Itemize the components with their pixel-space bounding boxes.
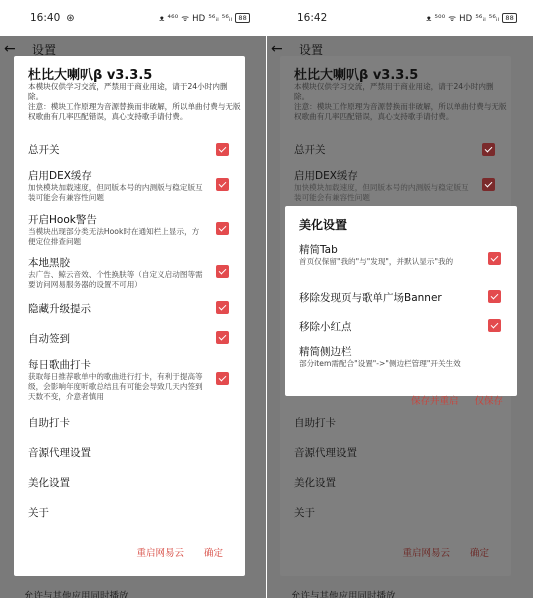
checkbox-icon[interactable]: [216, 143, 229, 156]
option-subtitle: 部分item需配合"设置"->"侧边栏管理"开关生效: [299, 359, 461, 368]
checkbox-icon[interactable]: [216, 265, 229, 278]
status-bar: [0, 0, 266, 36]
option-title: 音源代理设置: [294, 447, 357, 459]
dialog-actions: [136, 545, 223, 559]
checkbox-icon[interactable]: [488, 252, 501, 265]
ok-button: 确定: [469, 548, 489, 559]
signal-icons: ᴥ ⁵⁰⁰ ᯤ HD ⁵⁶ᵢₗ ⁵⁶ᵢₗ: [426, 13, 500, 24]
dialog-description: 本模块仅供学习交流，严禁用于商业用途，请于24小时内删除。 注意：模块工作原理为音源替换而非破解，所以单曲付费与无版权歌曲有几率匹配错误，真心支持歌手请付费。: [294, 82, 507, 121]
beautify-settings-dialog: [285, 206, 517, 407]
checkbox-icon[interactable]: [488, 319, 501, 332]
checkbox-icon[interactable]: [216, 331, 229, 344]
signal-icons: ᴥ ⁴⁶⁰ ᯤ HD ⁵⁶ᵢₗ ⁵⁶ᵢₗ: [159, 13, 233, 24]
dialog-actions: [402, 545, 489, 559]
option-title: 美化设置: [28, 477, 70, 489]
save-restart-button[interactable]: 保存并重启: [410, 396, 459, 407]
option-subtitle: 获取每日推荐歌单中的歌曲进行打卡，有利于提高等级，会影响年度听歌总结且有可能会导致几天内签到天数不变，介意者慎用: [28, 372, 203, 401]
option-title: 音源代理设置: [28, 447, 91, 459]
save-only-button[interactable]: 仅保存: [474, 396, 503, 407]
option-subtitle: 当模块出现部分类无法Hook时在通知栏上显示，方便定位排查问题: [28, 227, 200, 246]
left-screen: [0, 0, 266, 598]
option-title: 自助打卡: [28, 417, 70, 429]
option-title: 移除发现页与歌单广场Banner: [299, 292, 442, 304]
option-title: 精简Tab: [299, 244, 338, 256]
dialog-title: 杜比大喇叭β v3.3.5: [294, 68, 419, 83]
option-title: 精简侧边栏: [299, 346, 352, 358]
checkbox-icon: [482, 178, 495, 191]
option-title: 启用DEX缓存: [28, 170, 92, 182]
option-title: 自动签到: [28, 333, 70, 345]
option-title: 移除小红点: [299, 321, 352, 333]
battery-icon: 88: [502, 13, 517, 23]
option-title: 自助打卡: [294, 417, 336, 429]
option-subtitle: 加快模块加载速度，但同版本号的内测版与稳定版互装可能会有兼容性问题: [28, 183, 203, 202]
battery-icon: 88: [235, 13, 250, 23]
option-title: 总开关: [28, 144, 60, 156]
status-extra-icon: ⊛: [66, 12, 75, 24]
checkbox-icon[interactable]: [488, 290, 501, 303]
status-bar: [267, 0, 533, 36]
status-time: 16:42: [297, 12, 328, 24]
status-icons: [426, 13, 517, 24]
checkbox-icon: [482, 143, 495, 156]
option-title: 本地黑胶: [28, 257, 70, 269]
option-title: 开启Hook警告: [28, 214, 97, 226]
option-title: 关于: [294, 507, 315, 519]
dialog-title: 杜比大喇叭β v3.3.5: [28, 68, 153, 83]
option-subtitle: 去广告、鲸云音效、个性换肤等（自定义启动图等需要访问网易服务器的设置不可用）: [28, 270, 203, 289]
checkbox-icon[interactable]: [216, 178, 229, 191]
beautify-dialog-title: 美化设置: [299, 218, 348, 232]
checkbox-icon[interactable]: [216, 372, 229, 385]
dialog-description: 本模块仅供学习交流，严禁用于商业用途，请于24小时内删除。 注意：模块工作原理为音源替换而非破解，所以单曲付费与无版权歌曲有几率匹配错误，真心支持歌手请付费。: [28, 82, 241, 121]
option-title: 总开关: [294, 144, 326, 156]
option-title: 隐藏升级提示: [28, 303, 91, 315]
option-subtitle: 首页仅保留"我的"与"发现"，并默认显示"我的: [299, 257, 454, 266]
option-title: 每日歌曲打卡: [28, 359, 91, 371]
option-title: 美化设置: [294, 477, 336, 489]
option-subtitle: 加快模块加载速度，但同版本号的内测版与稳定版互装可能会有兼容性问题: [294, 183, 469, 202]
checkbox-icon[interactable]: [216, 222, 229, 235]
ok-button[interactable]: 确定: [203, 548, 223, 559]
status-icons: [159, 13, 250, 24]
status-time: 16:40: [30, 12, 61, 24]
beautify-dialog-actions: [411, 393, 503, 407]
checkbox-icon[interactable]: [216, 301, 229, 314]
restart-button[interactable]: 重启网易云: [136, 548, 184, 559]
option-title: 启用DEX缓存: [294, 170, 358, 182]
restart-button: 重启网易云: [402, 548, 450, 559]
option-title: 关于: [28, 507, 49, 519]
right-screen: [267, 0, 533, 598]
module-settings-dialog: [14, 56, 245, 576]
